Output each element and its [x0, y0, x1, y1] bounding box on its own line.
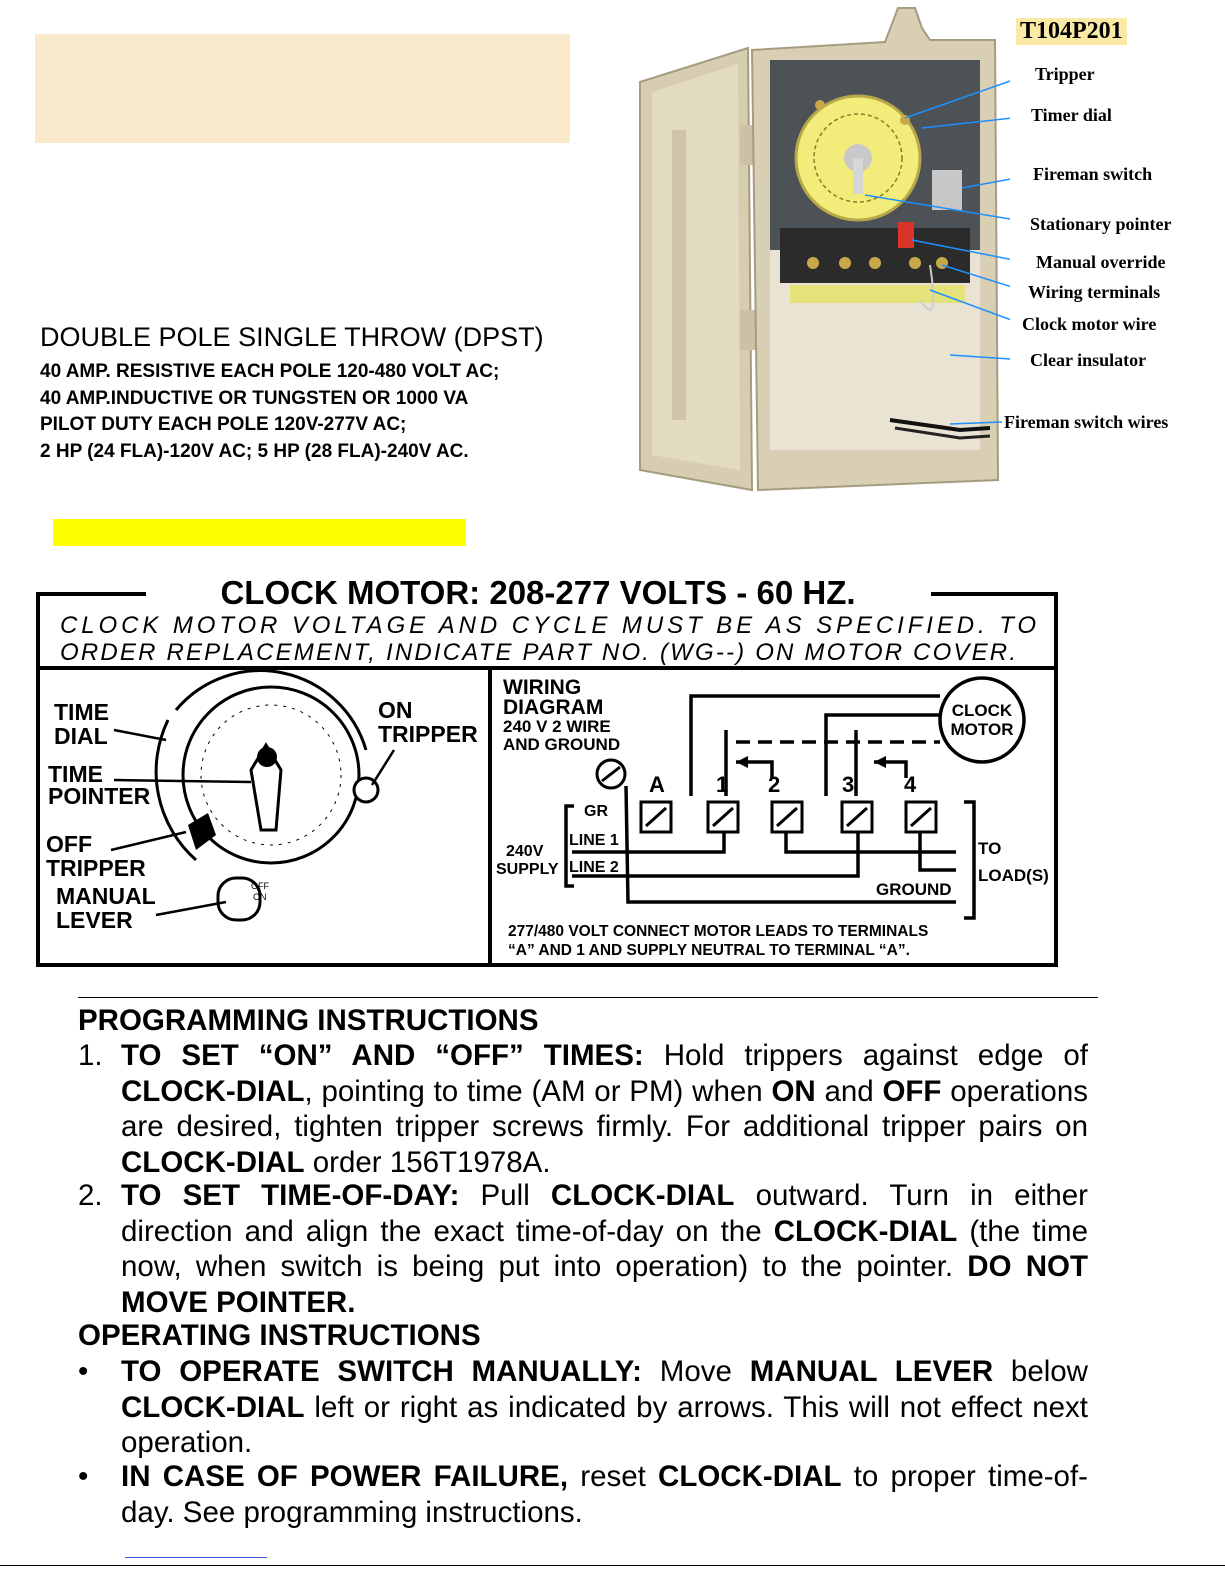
item-text: to proper time-of-day. See programming instructions.: [121, 1460, 1088, 1529]
item-bold: DO NOT MOVE POINTER.: [121, 1250, 1088, 1319]
operating-body: [121, 1354, 1088, 1461]
line2-label: LINE 2: [569, 859, 619, 876]
line1-label: LINE 1: [569, 832, 619, 849]
ground-label: GROUND: [876, 880, 952, 899]
item-number: 1.: [78, 1039, 103, 1072]
callout-clear-insulator: Clear insulator: [1030, 350, 1147, 370]
instruction-body: [121, 1178, 1088, 1320]
lever-on-label: ON: [253, 892, 267, 902]
spec-line: 40 AMP. RESISTIVE EACH POLE 120-480 VOLT AC;: [40, 361, 500, 382]
spec-line: 40 AMP.INDUCTIVE OR TUNGSTEN OR 1000 VA: [40, 388, 469, 409]
item-heading: TO SET TIME-OF-DAY:: [121, 1179, 460, 1212]
clock-motor-label: MOTOR: [950, 720, 1014, 739]
spec-line: 2 HP (24 FLA)-120V AC; 5 HP (28 FLA)-240V AC.: [40, 441, 469, 462]
on-tripper-label: TRIPPER: [378, 721, 478, 747]
footer-link-underline[interactable]: [125, 1557, 267, 1558]
highlight-bar: [53, 519, 466, 546]
highlight-box: [35, 34, 570, 143]
wiring-title: DIAGRAM: [503, 696, 604, 719]
to-load-label: LOAD(S): [978, 866, 1049, 885]
off-tripper-label: TRIPPER: [46, 855, 146, 881]
item-text: operations are desired, tighten tripper screws firmly. For additional tripper pairs on: [121, 1074, 1088, 1143]
item-text: Pull: [459, 1179, 551, 1212]
lever-off-label: OFF: [251, 881, 269, 891]
programming-heading-text: PROGRAMMING INSTRUCTIONS: [78, 1004, 539, 1037]
section-divider: [78, 997, 1098, 998]
item-text: order 156T1978A.: [304, 1145, 551, 1179]
header-note: ORDER REPLACEMENT, INDICATE PART NO. (WG--) ON MOTOR COVER.: [60, 639, 1017, 666]
wiring-diagram-panel: [36, 570, 1058, 967]
callout-wiring-terminals: Wiring terminals: [1028, 282, 1161, 302]
wiring-note: “A” AND 1 AND SUPPLY NEUTRAL TO TERMINAL “A”.: [508, 942, 910, 959]
terminal-label-a: A: [649, 772, 665, 797]
on-tripper-label: ON: [378, 697, 413, 723]
item-bold: CLOCK-DIAL: [773, 1214, 958, 1248]
callout-fireman-switch: Fireman switch: [1033, 164, 1153, 184]
item-text: Hold trippers against edge of: [643, 1039, 1088, 1072]
operating-heading: [78, 1318, 1090, 1353]
terminal-screws: [597, 760, 936, 832]
callout-fireman-switch-wires: Fireman switch wires: [1004, 412, 1169, 432]
programming-heading: [78, 1003, 1090, 1038]
instruction-item-1: [78, 1038, 1090, 1180]
wiring-subtitle: AND GROUND: [503, 735, 621, 754]
supply-label: SUPPLY: [496, 861, 559, 878]
timer-product-photo: [630, 0, 1010, 500]
item-bold: ON: [771, 1074, 816, 1108]
ground-terminal-label: GR: [584, 803, 608, 820]
item-bold: CLOCK-DIAL: [121, 1145, 305, 1179]
terminal-label-3: 3: [842, 772, 855, 797]
header-note: CLOCK MOTOR VOLTAGE AND CYCLE MUST BE AS SPECIFIED. TO: [60, 612, 1036, 639]
wiring-note: 277/480 VOLT CONNECT MOTOR LEADS TO TERMINALS: [508, 923, 929, 940]
to-load-label: TO: [978, 839, 1002, 858]
clock-motor-label: CLOCK: [951, 701, 1013, 720]
wiring-subtitle: 240 V 2 WIRE: [503, 717, 611, 736]
footer-rule: [0, 1565, 1225, 1566]
item-text: Move: [641, 1355, 750, 1388]
model-number: T104P201: [1016, 18, 1127, 45]
item-bold: MANUAL LEVER: [749, 1355, 994, 1388]
manual-lever-label: MANUAL: [56, 883, 156, 909]
item-heading: IN CASE OF POWER FAILURE,: [121, 1460, 569, 1493]
item-text: and: [815, 1074, 883, 1108]
item-number: 2.: [78, 1179, 103, 1212]
bullet: •: [78, 1460, 89, 1493]
item-text: (the time now, when switch is being put into operation) to the pointer.: [121, 1214, 1088, 1283]
operating-item-2: [78, 1459, 1090, 1531]
operating-heading-text: OPERATING INSTRUCTIONS: [78, 1319, 481, 1352]
item-text: outward. Turn in either direction and align the exact time-of-day on the: [121, 1179, 1088, 1248]
callout-timer-dial: Timer dial: [1031, 105, 1112, 125]
item-bold: CLOCK-DIAL: [658, 1460, 842, 1493]
item-heading: TO SET “ON” AND “OFF” TIMES:: [121, 1039, 644, 1072]
supply-label: 240V: [506, 843, 544, 860]
terminal-label-1: 1: [716, 772, 729, 797]
time-pointer-label: POINTER: [48, 783, 151, 809]
instruction-item-2: [78, 1178, 1090, 1320]
time-dial-label: DIAL: [54, 723, 108, 749]
time-pointer-label: TIME: [48, 761, 103, 787]
item-bold: OFF: [882, 1074, 942, 1108]
instruction-body: [121, 1038, 1088, 1180]
manual-lever-label: LEVER: [56, 907, 133, 933]
spec-title: DOUBLE POLE SINGLE THROW (DPST): [40, 322, 544, 352]
spec-line: PILOT DUTY EACH POLE 120V-277V AC;: [40, 414, 407, 435]
terminal-label-2: 2: [768, 772, 781, 797]
item-text: , pointing to time (AM or PM) when: [304, 1074, 772, 1108]
bullet: •: [78, 1355, 89, 1388]
item-heading: TO OPERATE SWITCH MANUALLY:: [121, 1355, 642, 1388]
operating-item-1: [78, 1354, 1090, 1460]
clock-motor-title: CLOCK MOTOR: 208-277 VOLTS - 60 HZ.: [220, 574, 856, 611]
item-bold: CLOCK-DIAL: [121, 1390, 305, 1424]
callout-clock-motor-wire: Clock motor wire: [1022, 314, 1157, 334]
off-tripper-label: OFF: [46, 831, 92, 857]
wiring-title: WIRING: [503, 676, 582, 699]
item-text: below: [993, 1355, 1088, 1388]
item-text: left or right as indicated by arrows. This will not effect next operation.: [121, 1390, 1088, 1459]
callout-manual-override: Manual override: [1036, 252, 1166, 272]
operating-body: [121, 1459, 1088, 1530]
time-dial-label: TIME: [54, 699, 109, 725]
item-bold: CLOCK-DIAL: [550, 1179, 735, 1212]
callout-tripper: Tripper: [1035, 64, 1095, 84]
item-text: reset: [568, 1460, 659, 1493]
callout-stationary-pointer: Stationary pointer: [1030, 214, 1172, 234]
terminal-label-4: 4: [904, 772, 917, 797]
item-bold: CLOCK-DIAL: [121, 1074, 305, 1108]
